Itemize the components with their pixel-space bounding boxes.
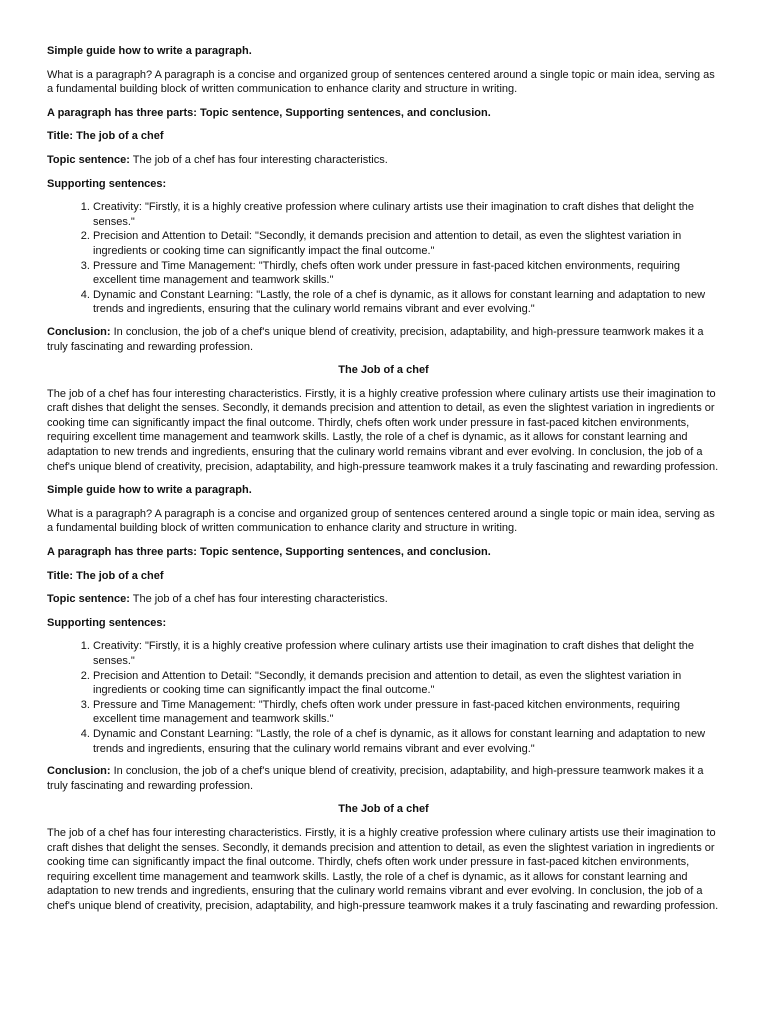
list-item: 4. Dynamic and Constant Learning: "Lastly, the role of a chef is dynamic, as it allows for constant learning and adaptation to new trends and ingredients, ensuring that the culinary world remains vibrant and ever evolving." xyxy=(93,288,720,317)
list-item: 2. Precision and Attention to Detail: "Secondly, it demands precision and attention to detail, as even the slightest variation in ingredients or cooking time can significantly impact the final outcome." xyxy=(93,669,720,698)
supporting-sentences-label: Supporting sentences: xyxy=(47,177,167,190)
guide-section-2 xyxy=(47,483,720,913)
three-parts-line: A paragraph has three parts: Topic sentence, Supporting sentences, and conclusion. xyxy=(47,106,491,119)
conclusion-line xyxy=(47,325,720,354)
paragraph-definition: What is a paragraph? A paragraph is a concise and organized group of sentences centered around a single topic or main idea, serving as a fundamental building block of written communication to enhance clarity and structure in writing. xyxy=(47,507,715,535)
full-paragraph: The job of a chef has four interesting characteristics. Firstly, it is a highly creative profession where culinary artists use their imagination to craft dishes that delight the senses. Secondly, it demands precision and attention to detail, as even the slightest variation in ingredients or cooking time can significantly impact the final outcome. Thirdly, chefs often work under pressure in fast-paced kitchen environments, requiring excellent time management and teamwork skills. Lastly, the role of a chef is dynamic, as it allows for constant learning and adaptation to new trends and ingredients, ensuring that the culinary world remains vibrant and ever evolving. In conclusion, the job of a chef's unique blend of creativity, precision, adaptability, and high-pressure teamwork makes it a truly fascinating and rewarding profession. xyxy=(47,826,719,912)
three-parts-line: A paragraph has three parts: Topic sentence, Supporting sentences, and conclusion. xyxy=(47,546,491,559)
topic-sentence-line xyxy=(47,592,720,607)
conclusion-line xyxy=(47,764,720,793)
paragraph-definition: What is a paragraph? A paragraph is a concise and organized group of sentences centered around a single topic or main idea, serving as a fundamental building block of written communication to enhance clarity and structure in writing. xyxy=(47,68,715,96)
guide-title: Simple guide how to write a paragraph. xyxy=(47,45,252,57)
section-heading: The Job of a chef xyxy=(338,364,429,377)
supporting-sentences-label: Supporting sentences: xyxy=(47,616,167,629)
section-heading: The Job of a chef xyxy=(338,803,429,816)
conclusion-label: Conclusion: xyxy=(47,325,111,338)
conclusion-label: Conclusion: xyxy=(47,765,111,778)
list-item: 3. Pressure and Time Management: "Thirdly, chefs often work under pressure in fast-paced kitchen environments, requiring excellent time management and teamwork skills." xyxy=(93,259,720,288)
topic-sentence-label: Topic sentence: xyxy=(47,153,130,166)
supporting-sentences-list xyxy=(47,639,720,756)
list-item: 2. Precision and Attention to Detail: "Secondly, it demands precision and attention to detail, as even the slightest variation in ingredients or cooking time can significantly impact the final outcome." xyxy=(93,229,720,258)
conclusion-text: In conclusion, the job of a chef's unique blend of creativity, precision, adaptability, and high-pressure teamwork makes it a truly fascinating and rewarding profession. xyxy=(47,765,704,792)
topic-sentence-text: The job of a chef has four interesting characteristics. xyxy=(129,153,388,166)
conclusion-text: In conclusion, the job of a chef's unique blend of creativity, precision, adaptability, and high-pressure teamwork makes it a truly fascinating and rewarding profession. xyxy=(47,325,704,353)
guide-section-1 xyxy=(47,44,720,474)
list-item: 1. Creativity: "Firstly, it is a highly creative profession where culinary artists use their imagination to craft dishes that delight the senses." xyxy=(93,200,720,229)
list-item: 1. Creativity: "Firstly, it is a highly creative profession where culinary artists use their imagination to craft dishes that delight the senses." xyxy=(93,639,720,668)
topic-sentence-text: The job of a chef has four interesting characteristics. xyxy=(129,593,388,606)
title-line: Title: The job of a chef xyxy=(47,569,164,582)
supporting-sentences-list xyxy=(47,200,720,317)
topic-sentence-label: Topic sentence: xyxy=(47,593,130,606)
guide-title: Simple guide how to write a paragraph. xyxy=(47,484,252,497)
list-item: 4. Dynamic and Constant Learning: "Lastly, the role of a chef is dynamic, as it allows for constant learning and adaptation to new trends and ingredients, ensuring that the culinary world remains vibrant and ever evolving." xyxy=(93,727,720,756)
full-paragraph: The job of a chef has four interesting characteristics. Firstly, it is a highly creative profession where culinary artists use their imagination to craft dishes that delight the senses. Secondly, it demands precision and attention to detail, as even the slightest variation in ingredients or cooking time can significantly impact the final outcome. Thirdly, chefs often work under pressure in fast-paced kitchen environments, requiring excellent time management and teamwork skills. Lastly, the role of a chef is dynamic, as it allows for constant learning and adaptation to new trends and ingredients, ensuring that the culinary world remains vibrant and ever evolving. In conclusion, the job of a chef's unique blend of creativity, precision, adaptability, and high-pressure teamwork makes it a truly fascinating and rewarding profession. xyxy=(47,387,719,473)
title-line: Title: The job of a chef xyxy=(47,130,164,143)
list-item: 3. Pressure and Time Management: "Thirdly, chefs often work under pressure in fast-paced kitchen environments, requiring excellent time management and teamwork skills." xyxy=(93,698,720,727)
topic-sentence-line xyxy=(47,153,720,168)
